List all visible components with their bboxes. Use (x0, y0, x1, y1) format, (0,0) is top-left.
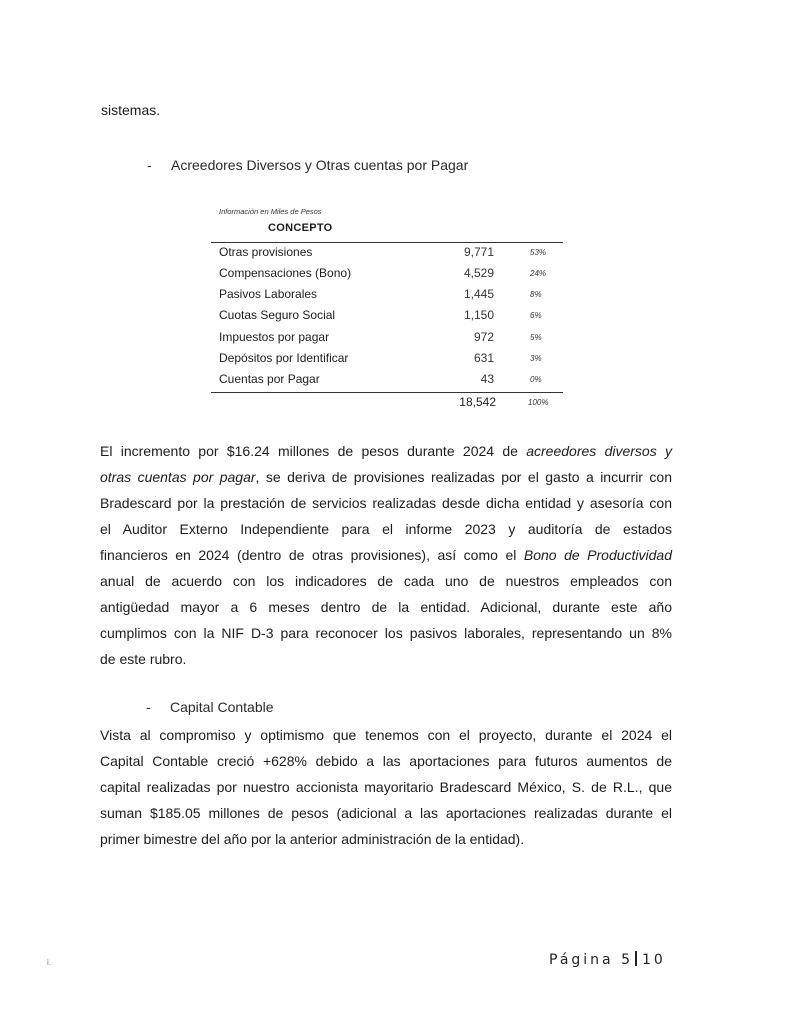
row-amount: 1,445 (463, 287, 494, 301)
paragraph-line: capital realizadas por nuestro accionista mayoritario Bradescard México, S. de R.L., que (100, 779, 672, 795)
table-row (219, 351, 563, 371)
page-number (549, 951, 666, 968)
row-percent: 3% (530, 354, 542, 363)
row-label: Compensaciones (Bono) (219, 266, 352, 280)
italic-run: acreedores diversos y (526, 443, 673, 459)
row-amount: 43 (480, 372, 494, 386)
table-row (219, 266, 563, 286)
paragraph-line: anual de acuerdo con los indicadores de cada uno de nuestros empleados con (100, 573, 672, 589)
table-total-percent: 100% (528, 398, 549, 407)
text-run: , se deriva de provisiones realizadas por el gasto a incurrir con (255, 469, 672, 485)
table-header-concepto: CONCEPTO (268, 222, 333, 234)
table-rule-top (211, 242, 563, 243)
section-heading-capital (146, 699, 274, 715)
text-run: financieros en 2024 (dentro de otras provisiones), así como el (100, 547, 524, 563)
table-note: Información en Miles de Pesos (219, 207, 322, 216)
paragraph-acreedores (100, 438, 672, 672)
paragraph-capital (100, 722, 672, 852)
text-run: El incremento por $16.24 millones de pesos durante 2024 de (100, 443, 527, 459)
table-row (219, 372, 563, 392)
row-label: Otras provisiones (219, 245, 313, 259)
table-row (219, 330, 563, 350)
footer-mark: i. (47, 958, 51, 967)
section-heading-text: Acreedores Diversos y Otras cuentas por Pagar (171, 157, 469, 173)
table-row (219, 308, 563, 328)
section-heading-text: Capital Contable (170, 699, 274, 715)
paragraph-line: el Auditor Externo Independiente para el informe 2023 y auditoría de estados (100, 521, 672, 537)
italic-run: otras cuentas por pagar (100, 469, 256, 485)
row-amount: 631 (473, 351, 494, 365)
row-percent: 53% (530, 248, 547, 257)
row-amount: 1,150 (463, 308, 494, 322)
paragraph-line: de este rubro. (100, 651, 187, 667)
paragraph-line (100, 464, 672, 490)
bullet-dash: - (146, 699, 151, 715)
paragraph-line: suman $185.05 millones de pesos (adicional a las aportaciones realizadas durante el (100, 805, 672, 821)
row-percent: 8% (530, 290, 542, 299)
row-label: Cuotas Seguro Social (219, 308, 336, 322)
row-percent: 0% (530, 375, 542, 384)
table-total-amount: 18,542 (459, 395, 496, 409)
page-current: 5 (621, 952, 633, 968)
table-rule-bottom (211, 392, 563, 393)
row-amount: 9,771 (463, 245, 494, 259)
paragraph-line: Capital Contable creció +628% debido a las aportaciones para futuros aumentos de (100, 753, 672, 769)
page-word: Página (549, 952, 614, 968)
paragraph-line: antigüedad mayor a 6 meses dentro de la entidad. Adicional, durante este año (100, 599, 672, 615)
row-amount: 4,529 (463, 266, 494, 280)
paragraph-line: primer bimestre del año por la anterior administración de la entidad). (100, 831, 525, 847)
row-label: Impuestos por pagar (219, 330, 330, 344)
row-label: Cuentas por Pagar (219, 372, 320, 386)
page-separator (635, 951, 637, 966)
row-percent: 5% (530, 333, 542, 342)
row-label: Pasivos Laborales (219, 287, 318, 301)
paragraph-line: cumplimos con la NIF D-3 para reconocer los pasivos laborales, representando un 8% (100, 625, 672, 641)
section-heading-acreedores (147, 157, 468, 173)
paragraph-line: Bradescard por la prestación de servicios realizadas desde dicha entidad y asesoría con (100, 495, 672, 511)
table-row (219, 287, 563, 307)
row-percent: 24% (530, 269, 547, 278)
bullet-dash: - (147, 157, 152, 173)
paragraph-line (100, 542, 672, 568)
paragraph-line: Vista al compromiso y optimismo que tenemos con el proyecto, durante el 2024 el (100, 727, 672, 743)
page-total: 10 (642, 952, 666, 968)
paragraph-line (100, 438, 672, 464)
table-row (219, 245, 563, 265)
row-label: Depósitos por Identificar (219, 351, 349, 365)
italic-run: Bono de Productividad (523, 547, 672, 563)
row-percent: 6% (530, 311, 542, 320)
intro-word: sistemas. (101, 102, 161, 118)
row-amount: 972 (473, 330, 494, 344)
